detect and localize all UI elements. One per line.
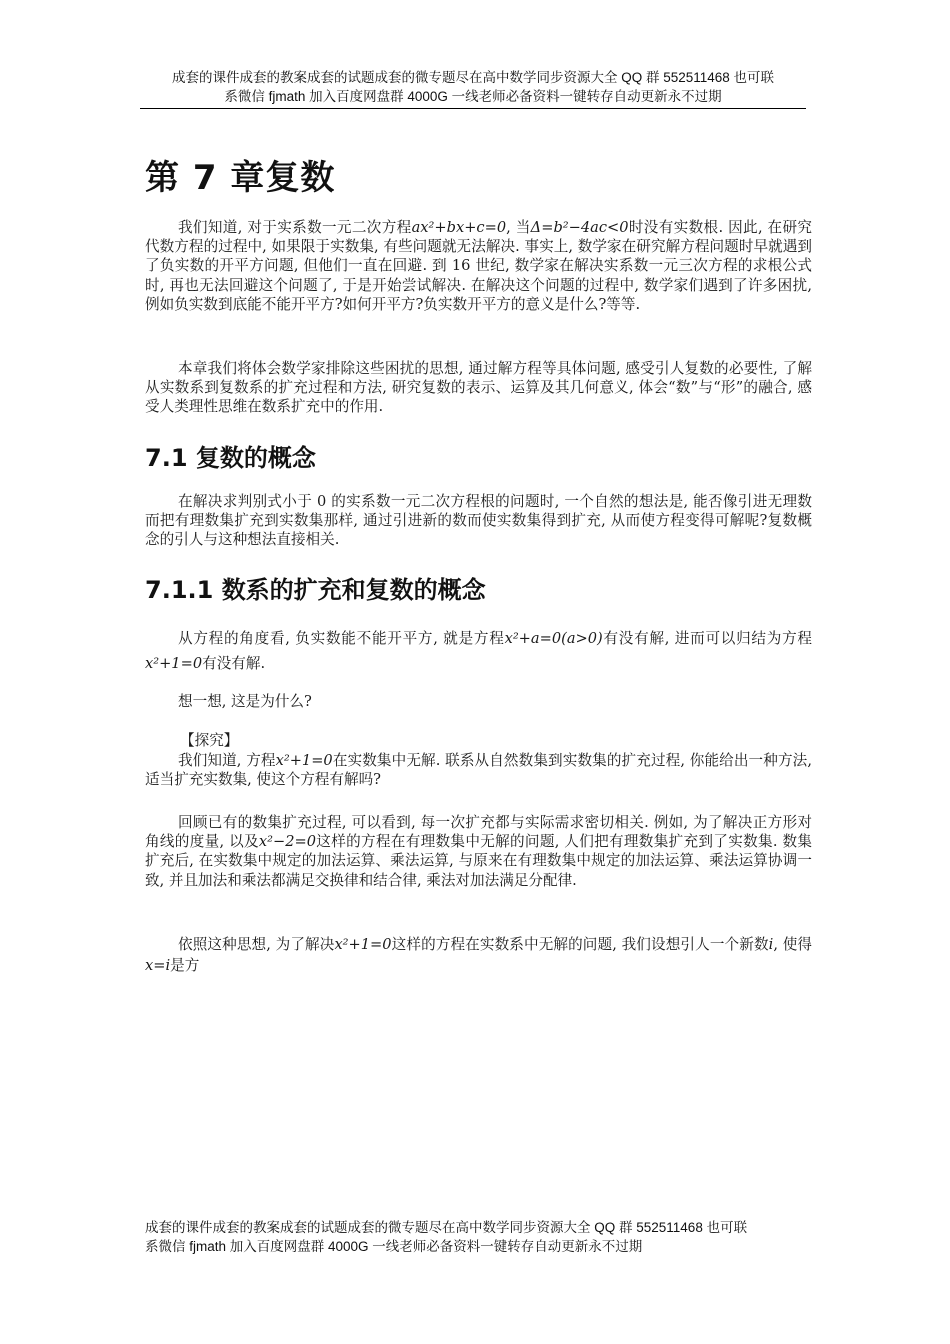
equation-x2-plus-a: x²+a=0: [504, 630, 562, 647]
condition-a-positive: (a>0): [561, 630, 603, 647]
p1-text-c: 有没有解.: [202, 655, 266, 672]
page-header: [140, 68, 806, 109]
intro-paragraph-1: [145, 218, 812, 314]
chapter-title: 第 7 章复数: [145, 158, 336, 198]
intro-p1-text-a: 我们知道, 对于实系数一元二次方程: [178, 219, 412, 236]
quadratic-equation: ax²+bx+c=0: [411, 219, 507, 236]
discriminant-expression: Δ=b²−4ac<0: [530, 219, 629, 236]
follow-paragraph: [145, 934, 812, 976]
explore-equation: x²+1=0: [275, 752, 333, 769]
follow-text-a: 依照这种思想, 为了解决: [178, 936, 335, 953]
intro-p1-text-b: , 当: [506, 219, 531, 236]
page-footer: [145, 1218, 815, 1256]
follow-text-c: , 使得: [773, 936, 813, 953]
review-equation: x²−2=0: [258, 833, 316, 851]
section-7-1-1-paragraph-1: [145, 626, 812, 676]
explore-paragraph: [145, 751, 812, 789]
intro-paragraph-2: 本章我们将体会数学家排除这些困扰的思想, 通过解方程等具体问题, 感受引人复数的必要性, 了解从实数系到复数系的扩充过程和方法, 研究复数的表示、运算及其几何意义, 体会“数”与“形”的融合, 感受人类理性思维在数系扩充中的作用.: [145, 360, 812, 416]
section-title-7-1: 7.1 复数的概念: [145, 444, 316, 472]
section-7-1-paragraph: 在解决求判别式小于 0 的实系数一元二次方程根的问题时, 一个自然的想法是, 能否像引进无理数而把有理数集扩充到实数集那样, 通过引进新的数而使实数集得到扩充, 从而使方程变得可解呢?复数概念的引人与这种想法直接相关.: [145, 493, 812, 549]
imaginary-unit-i: i: [768, 936, 774, 953]
section-title-7-1-1: 7.1.1 数系的扩充和复数的概念: [145, 576, 486, 604]
review-paragraph: [145, 813, 812, 890]
p1-text-b: 有没有解, 进而可以归结为方程: [602, 630, 813, 647]
explore-text-a: 我们知道, 方程: [178, 752, 276, 769]
explore-text-b: 在实数集中无解. 联系从自然数集到实数集的扩充过程, 你能给出一种方法, 适当扩充实数集, 使这个方程有解吗?: [145, 752, 813, 789]
intro-p1-text-c: 时没有实数根. 因此, 在研究代数方程的过程中, 如果限于实数集, 有些问题就无法解决. 事实上, 数学家在研究解方程问题时早就遇到了负实数的开平方问题, 但他们一直在回避. 到 16 世纪, 数学家在解决实系数一元三次方程的求根公式时, 再也无法回避这个问题了, 于是开始尝试解决. 在解决这个问题的过程中, 数学家们遇到了许多困扰, 例如负实数到底能不能开平方?如何开平方?负实数开平方的意义是什么?等等.: [145, 219, 813, 313]
footer-line-2: 系微信 fjmath 加入百度网盘群 4000G 一线老师必备资料一键转存自动更新永不过期: [145, 1239, 643, 1254]
header-line-2: 系微信 fjmath 加入百度网盘群 4000G 一线老师必备资料一键转存自动更新永不过期: [224, 89, 722, 104]
follow-text-b: 这样的方程在实数系中无解的问题, 我们设想引人一个新数: [391, 936, 769, 953]
equation-x-equals-i: x=i: [145, 957, 171, 974]
review-text-a: 回顾已有的数集扩充过程, 可以看到, 每一次扩充都与实际需求密切相关. 例如, 为了解决正方形对角线的度量, 以及: [145, 814, 812, 851]
p1-text-a: 从方程的角度看, 负实数能不能开平方, 就是方程: [178, 630, 505, 647]
think-prompt: 想一想, 这是为什么?: [178, 693, 312, 710]
explore-label: 【探究】: [180, 732, 239, 749]
review-text-b: 这样的方程在有理数集中无解的问题, 人们把有理数集扩充到了实数集. 数集扩充后, 在实数集中规定的加法运算、乘法运算, 与原来在有理数集中规定的加法运算、乘法运算协调一致, 并且加法和乘法都满足交换律和结合律, 乘法对加法满足分配律.: [145, 833, 812, 889]
header-line-1: 成套的课件成套的教案成套的试题成套的微专题尽在高中数学同步资源大全 QQ 群 552511468 也可联: [171, 70, 775, 85]
follow-equation: x²+1=0: [334, 936, 392, 953]
footer-line-1: 成套的课件成套的教案成套的试题成套的微专题尽在高中数学同步资源大全 QQ 群 552511468 也可联: [145, 1220, 748, 1235]
equation-x2-plus-1: x²+1=0: [145, 655, 203, 672]
follow-text-d: 是方: [170, 957, 200, 974]
